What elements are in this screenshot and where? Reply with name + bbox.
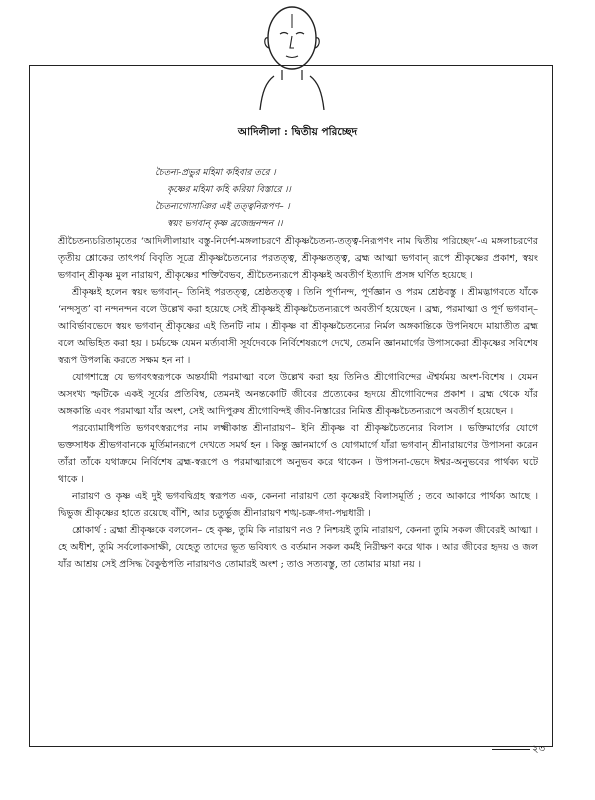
verse-line: কৃষ্ণের মহিমা কহি করিয়া বিস্তারে ।।: [167, 185, 291, 195]
verse-line: চৈতন্য-প্রভুর মহিমা কহিবার তরে ।: [155, 168, 276, 178]
body-text: [58, 233, 538, 573]
chapter-title: আদিলীলা : দ্বিতীয় পরিচ্ছেদ: [237, 126, 358, 138]
paragraph: শ্রীচৈতন্যচরিতামৃতের ‘আদিলীলায়াং বস্তু-নির্দেশ-মঙ্গলাচরণে শ্রীকৃষ্ণচৈতন্য-তত্ত্ব-নিরূপণং নাম দ্বিতীয় পরিচ্ছেদ’-এ মঙ্গলাচরণের তৃতীয় শ্লোকের তাৎপর্য বিবৃতি সূত্রে শ্রীকৃষ্ণচৈতন্যের পরতত্ত্ব, শ্রীকৃষ্ণতত্ত্ব, ব্রহ্ম আত্মা ভগবান্ রূপে শ্রীকৃষ্ণের প্রকাশ, স্বয়ং ভগবান্ শ্রীকৃষ্ণ মুল নারায়ণ, শ্রীকৃষ্ণের শক্তিবৈভব, শ্রীচৈতন্যরূপে শ্রীকৃষ্ণই অবতীর্ণ ইত্যাদি প্রসঙ্গ ঘর্ণিত হয়েছে ।: [58, 236, 538, 281]
paragraph: যোগশাস্ত্রে যে ভগবৎস্বরূপকে অন্তর্যামী পরমাত্মা বলে উল্লেখ করা হয় তিনিও শ্রীগোবিন্দের ঐশ্বর্যময় অংশ-বিশেষ । যেমন অসংখ্য স্ফটিকে একই সূর্যের প্রতিবিম্ব, তেমনই অনন্তকোটি জীবের প্রত্যেকের হৃদয়ে শ্রীগোবিন্দের প্রকাশ । ব্রহ্ম থেকে যাঁর অঙ্গকান্তি এবং পরমাত্মা যাঁর অংশ, সেই আদিপুরুষ শ্রীগোবিন্দই জীব-নিস্তারের নিমিত্ত শ্রীকৃষ্ণচৈতন্যরূপে অবতীর্ণ হয়েছেন ।: [58, 372, 538, 417]
paragraph: শ্লোকার্থ : ব্রহ্মা শ্রীকৃষ্ণকে বললেন– হে কৃষ্ণ, তুমি কি নারায়ণ নও ? নিশ্চয়ই তুমি নারায়ণ, কেননা তুমি সকল জীবেরই আত্মা । হে অধীশ, তুমি সর্বলোকসাক্ষী, যেহেতু তাদের ভূত ভবিষ্যৎ ও বর্তমান সকল কর্মই নিরীক্ষণ করে থাক । আর জীবের হৃদয় ও জল যাঁর আশ্রয় সেই প্রসিদ্ধ বৈকুণ্ঠপতি নারায়ণও তোমারই অংশ ; তাও সত্যবস্তু, তা তোমার মায়া নয় ।: [58, 525, 538, 570]
verse-line: স্বয়ং ভগবান্ কৃষ্ণ ব্রজেন্দ্রনন্দন ।।: [167, 219, 283, 229]
verse-block: [155, 165, 475, 233]
page-number: ২৩: [532, 744, 546, 755]
paragraph: নারায়ণ ও কৃষ্ণ এই দুই ভগবদ্বিগ্রহ স্বরূপত এক, কেননা নারায়ণ তো কৃষ্ণেরই বিলাসমূর্তি ; তবে আকারে পার্থক্য আছে । দ্বিভুজ শ্রীকৃষ্ণের হাতে রয়েছে বাঁশি, আর চতুর্ভুজ শ্রীনারায়ণ শঙ্খ-চক্র-গদা-পদ্মধারী ।: [58, 491, 538, 519]
verse-line: চৈতন্যগোসাঞির এই তত্ত্বনিরূপণ– ।: [155, 202, 290, 212]
paragraph: পরব্যোমাধিপতি ভগবৎস্বরূপের নাম লক্ষ্মীকান্ত শ্রীনারায়ণ– ইনি শ্রীকৃষ্ণ বা শ্রীকৃষ্ণচৈতন্যের বিলাস । ভক্তিমার্গের যোগে ভক্তসাধক শ্রীভগবানকে মূর্তিমানরূপে দেখতে সমর্থ হন । কিন্তু জ্ঞানমার্গে ও যোগমার্গে যাঁরা ভগবান্ শ্রীনারায়ণের উপাসনা করেন তাঁরা তাঁকে যথাক্রমে নির্বিশেষ ব্রহ্ম-স্বরূপে ও পরমাত্মারূপে অনুভব করে থাকেন । উপাসনা-ভেদে ঈশ্বর-অনুভবের পার্থক্য ঘটে থাকে ।: [58, 423, 538, 485]
page-number-rule: [492, 749, 530, 750]
paragraph: শ্রীকৃষ্ণই হলেন স্বয়ং ভগবান্– তিনিই পরতত্ত্ব, শ্রেষ্ঠতত্ত্ব । তিনি পূর্ণানন্দ, পূর্ণজ্ঞান ও পরম শ্রেষ্ঠবস্তু । শ্রীমদ্ভাগবতে যাঁকে ‘নন্দসুত’ বা নন্দনন্দন বলে উল্লেখ করা হয়েছে সেই শ্রীকৃষ্ণই শ্রীকৃষ্ণচৈতন্যরূপে অবতীর্ণ হয়েছেন । ব্রহ্ম, পরমাত্মা ও পূর্ণ ভগবান্– আবির্ভাবভেদে স্বয়ং ভগবান্ শ্রীকৃষ্ণের এই তিনটি নাম । শ্রীকৃষ্ণ বা শ্রীকৃষ্ণচৈতন্যের নির্মল অঙ্গকান্তিকে উপনিষদে মায়াতীত ব্রহ্ম বলে অভিহিত করা হয় । চর্মচক্ষে যেমন মর্ত্যবাসী সূর্যদেবকে নির্বিশেষরূপে দেখে, তেমনি জ্ঞানমার্গের উপাসকেরা শ্রীকৃষ্ণের সবিশেষ স্বরূপ উপলব্ধি করতে সক্ষম হন না ।: [58, 287, 538, 366]
